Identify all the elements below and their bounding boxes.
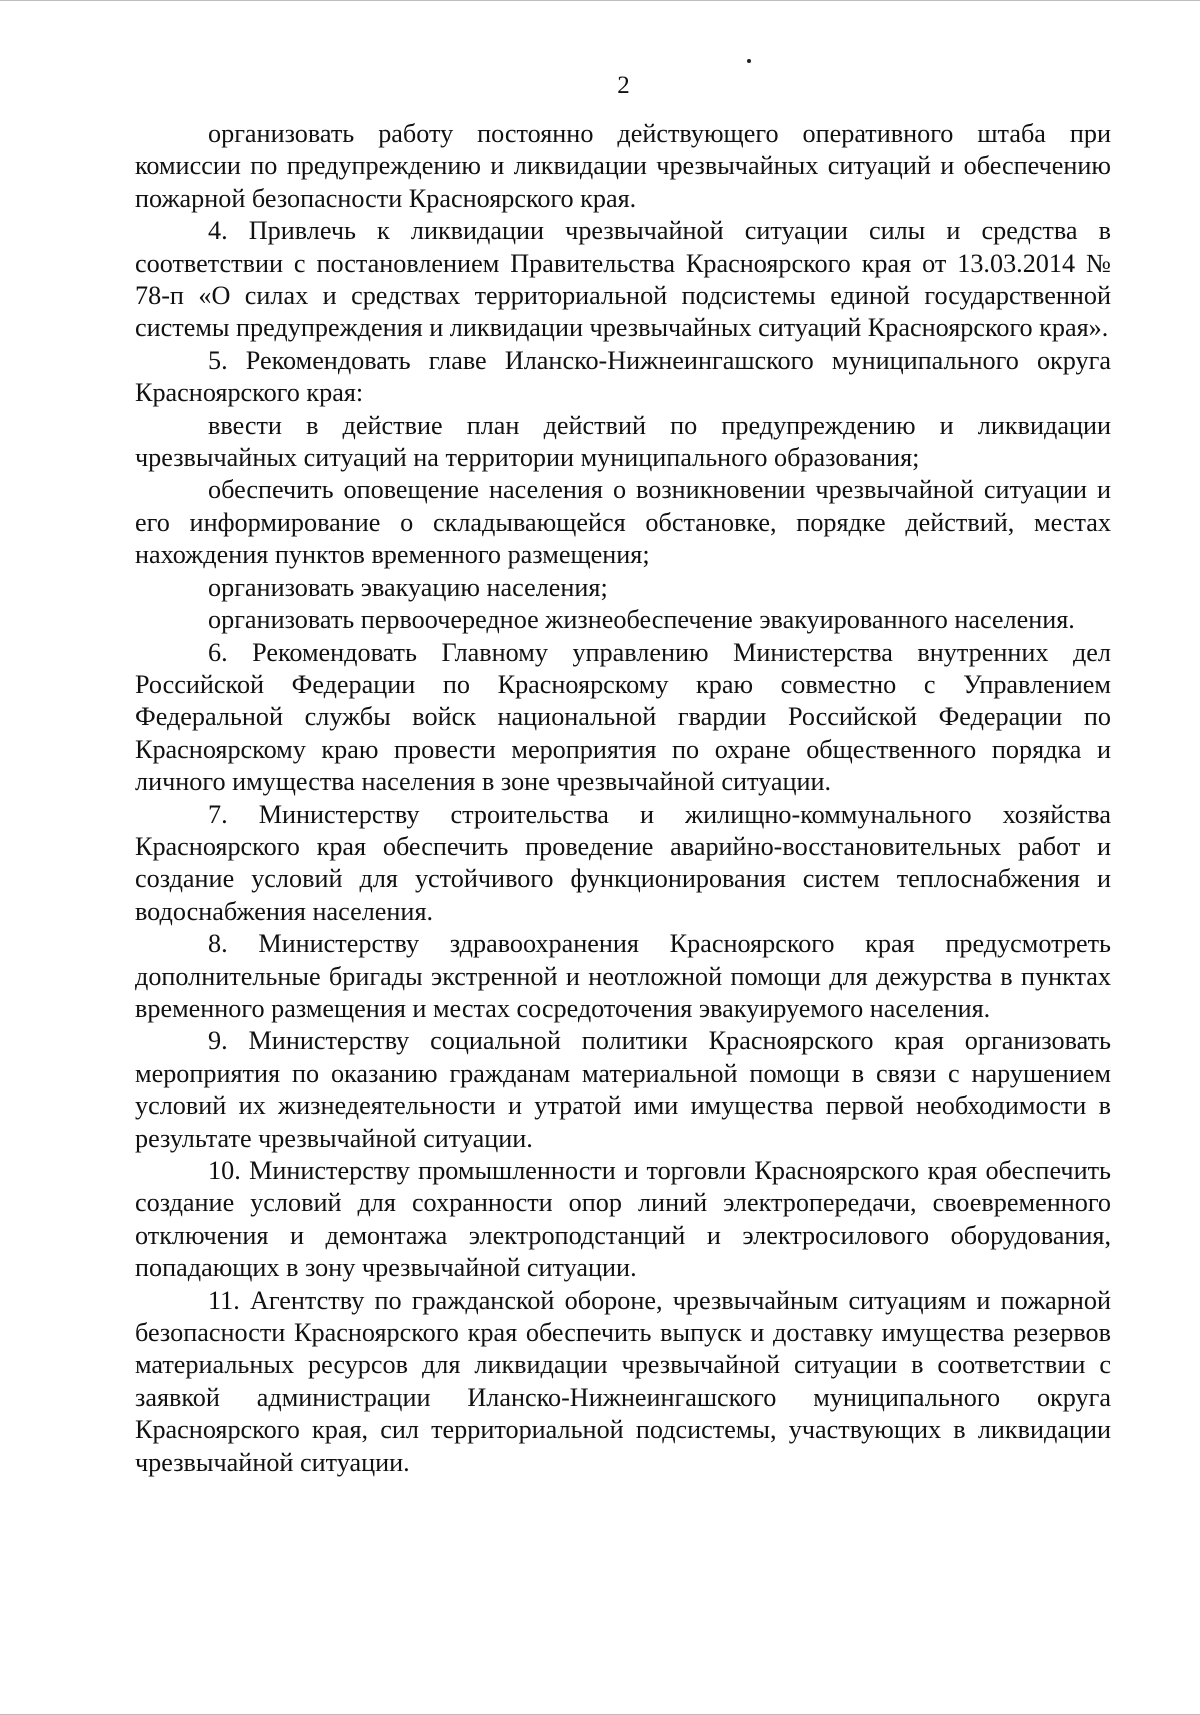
paragraph-item-5-evacuation: организовать эвакуацию населения; xyxy=(208,572,608,602)
paragraph-item-5-plan: ввести в действие план действий по предупреждению и ликвидации чрезвычайных ситуаций на территории муниципального образования; xyxy=(135,410,1111,473)
paragraph-item-5-life-support: организовать первоочередное жизнеобеспечение эвакуированного населения. xyxy=(208,605,1075,635)
paragraph-item-7: 7. Министерству строительства и жилищно-коммунального хозяйства Красноярского края обеспечить проведение аварийно-восстановительных работ и создание условий для устойчивого функционирования систем теплоснабжения и водоснабжения населения. xyxy=(135,799,1111,926)
paragraph-item-10: 10. Министерству промышленности и торговли Красноярского края обеспечить создание условий для сохранности опор линий электропередачи, своевременного отключения и демонтажа электроподстанций и электросилового оборудования, попадающих в зону чрезвычайной ситуации. xyxy=(135,1156,1111,1283)
paragraph-item-8: 8. Министерству здравоохранения Красноярского края предусмотреть дополнительные бригады экстренной и неотложной помощи для дежурства в пунктах временного размещения и местах сосредоточения эвакуируемого населения. xyxy=(135,929,1111,1023)
document-body xyxy=(135,118,1111,1479)
paragraph-item-6: 6. Рекомендовать Главному управлению Министерства внутренних дел Российской Федерации по Красноярскому краю совместно с Управлением Федеральной службы войск национальной гвардии Российской Федерации по Красноярскому краю провести мероприятия по охране общественного порядка и личного имущества населения в зоне чрезвычайной ситуации. xyxy=(135,637,1111,797)
paragraph-item-11: 11. Агентству по гражданской обороне, чрезвычайным ситуациям и пожарной безопасности Красноярского края обеспечить выпуск и доставку имущества резервов материальных ресурсов для ликвидации чрезвычайной ситуации в соответствии с заявкой администрации Иланско-Нижнеингашского муниципального округа Красноярского края, сил территориальной подсистемы, участвующих в ликвидации чрезвычайной ситуации. xyxy=(135,1285,1111,1477)
paragraph-item-5: 5. Рекомендовать главе Иланско-Нижнеингашского муниципального округа Красноярского края: xyxy=(135,345,1111,408)
paragraph-item-5-alert: обеспечить оповещение населения о возникновении чрезвычайной ситуации и его информирование о складывающейся обстановке, порядке действий, местах нахождения пунктов временного размещения; xyxy=(135,475,1111,570)
paragraph-item-9: 9. Министерству социальной политики Красноярского края организовать мероприятия по оказанию гражданам материальной помощи в связи с нарушением условий их жизнедеятельности и утратой ими имущества первой необходимости в результате чрезвычайной ситуации. xyxy=(135,1026,1111,1153)
page-number: 2 xyxy=(617,72,630,99)
paragraph-staff: организовать работу постоянно действующего оперативного штаба при комиссии по предупреждению и ликвидации чрезвычайных ситуаций и обеспечению пожарной безопасности Красноярского края. xyxy=(135,119,1111,213)
scan-speck xyxy=(747,59,751,63)
paragraph-item-4: 4. Привлечь к ликвидации чрезвычайной ситуации силы и средства в соответствии с постановлением Правительства Красноярского края от 13.03.2014 № 78-п «О силах и средствах территориальной подсистемы единой государственной системы предупреждения и ликвидации чрезвычайных ситуаций Красноярского края». xyxy=(135,216,1111,343)
